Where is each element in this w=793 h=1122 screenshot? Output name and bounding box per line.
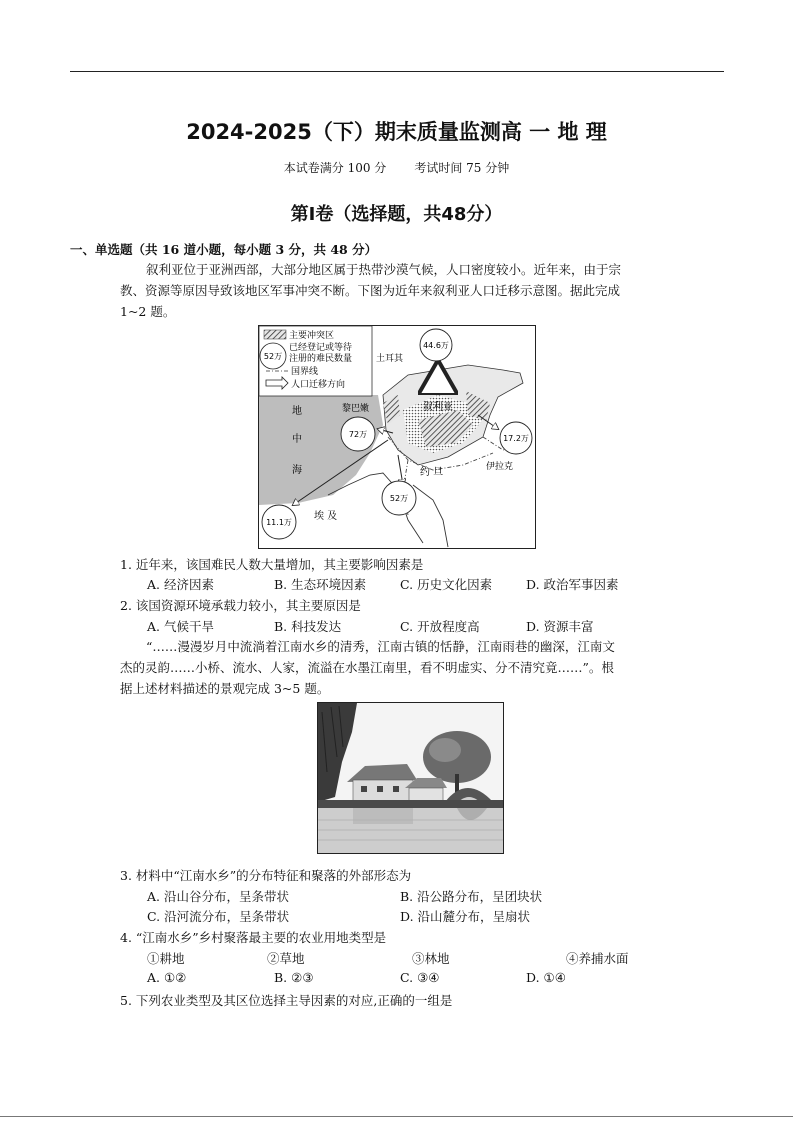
passage-2-line-3: 据上述材料描述的景观完成 3~5 题。 [120, 681, 330, 696]
label-sea-3: 海 [292, 465, 302, 476]
refugee-value-jordan: 52万 [389, 494, 409, 503]
label-turkey: 土耳其 [376, 354, 404, 364]
q4-stem: 4. “江南水乡”乡村聚落最主要的农业用地类型是 [120, 930, 387, 945]
label-syria: 叙利亚 [423, 402, 453, 413]
q3-option-c: C. 沿河流分布，呈条带状 [147, 909, 290, 924]
syria-migration-map [258, 325, 536, 549]
header-rule [70, 71, 724, 72]
q2-stem: 2. 该国资源环境承载力较小，其主要原因是 [120, 598, 361, 613]
house-2 [409, 788, 443, 802]
passage-1-line-1: 叙利亚位于亚洲西部，大部分地区属于热带沙漠气候，人口密度较小。近年来，由于宗 [146, 262, 622, 277]
refugee-value-turkey: 44.6万 [423, 341, 449, 350]
label-jordan: 约 旦 [420, 467, 444, 478]
legend-conflict-swatch [264, 330, 286, 339]
refugee-value-egypt: 11.1万 [266, 518, 292, 527]
legend-border-label: 国界线 [291, 367, 319, 377]
section-title: 第Ⅰ卷（选择题，共48分） [290, 204, 503, 225]
q2-option-d: D. 资源丰富 [526, 619, 594, 634]
label-sea-1: 地 [292, 406, 302, 417]
q1-option-a: A. 经济因素 [147, 577, 214, 592]
legend-conflict-label: 主要冲突区 [289, 331, 335, 341]
q2-option-b: B. 科技发达 [274, 619, 342, 634]
q3-option-d: D. 沿山麓分布，呈扇状 [400, 909, 531, 924]
q3-option-a: A. 沿山谷分布，呈条带状 [147, 889, 289, 904]
legend-migration-label: 人口迁移方向 [291, 380, 346, 390]
refugee-value-lebanon: 72万 [348, 430, 368, 439]
water-town-photo [317, 702, 504, 854]
passage-1-line-2: 教、资源等原因导致该地区军事冲突不断。下图为近年来叙利亚人口迁移示意图。据此完成 [120, 283, 621, 298]
part-heading: 一、单选题（共 16 道小题，每小题 3 分，共 48 分） [70, 242, 378, 257]
q2-option-c: C. 开放程度高 [400, 619, 480, 634]
q4-option-d: D. ①④ [526, 970, 566, 985]
q1-stem: 1. 近年来，该国难民人数大量增加，其主要影响因素是 [120, 557, 424, 572]
q4-item-2: ②草地 [267, 951, 305, 966]
q1-option-d: D. 政治军事因素 [526, 577, 619, 592]
legend-refugee-sample: 52万 [263, 352, 283, 361]
q4-item-1: ①耕地 [147, 951, 185, 966]
q4-option-a: A. ①② [147, 970, 187, 985]
label-iraq: 伊拉克 [486, 462, 514, 472]
passage-1-line-3: 1~2 题。 [120, 304, 176, 319]
legend-refugee-line-1: 已经登记或等待 [289, 343, 353, 353]
q1-option-b: B. 生态环境因素 [274, 577, 367, 592]
label-egypt: 埃 及 [314, 511, 338, 522]
exam-time: 考试时间 75 分钟 [414, 161, 510, 175]
passage-2-line-2: 杰的灵韵……小桥、流水、人家，流溢在水墨江南里，看不明虚实、分不清究竟……”。根 [120, 660, 614, 675]
passage-2-line-1: “……漫漫岁月中流淌着江南水乡的清秀，江南古镇的恬静，江南雨巷的幽深，江南文 [146, 639, 615, 654]
q2-option-a: A. 气候干旱 [147, 619, 214, 634]
q4-option-b: B. ②③ [274, 970, 314, 985]
refugee-value-iraq: 17.2万 [503, 434, 529, 443]
exam-info [0, 159, 793, 176]
q3-option-b: B. 沿公路分布，呈团块状 [400, 889, 543, 904]
label-lebanon: 黎巴嫩 [342, 404, 370, 414]
q4-option-c: C. ③④ [400, 970, 440, 985]
q4-item-4: ④养捕水面 [566, 951, 629, 966]
q1-option-c: C. 历史文化因素 [400, 577, 493, 592]
exam-title: 2024-2025（下）期末质量监测高 一 地 理 [186, 120, 607, 144]
footer-rule [0, 1116, 793, 1117]
q5-stem: 5. 下列农业类型及其区位选择主导因素的对应,正确的一组是 [120, 993, 453, 1008]
legend-refugee-line-2: 注册的难民数量 [289, 354, 353, 364]
q4-item-3: ③林地 [412, 951, 450, 966]
full-score: 本试卷满分 100 分 [283, 161, 387, 175]
q3-stem: 3. 材料中“江南水乡”的分布特征和聚落的外部形态为 [120, 868, 412, 883]
label-sea-2: 中 [292, 434, 302, 445]
